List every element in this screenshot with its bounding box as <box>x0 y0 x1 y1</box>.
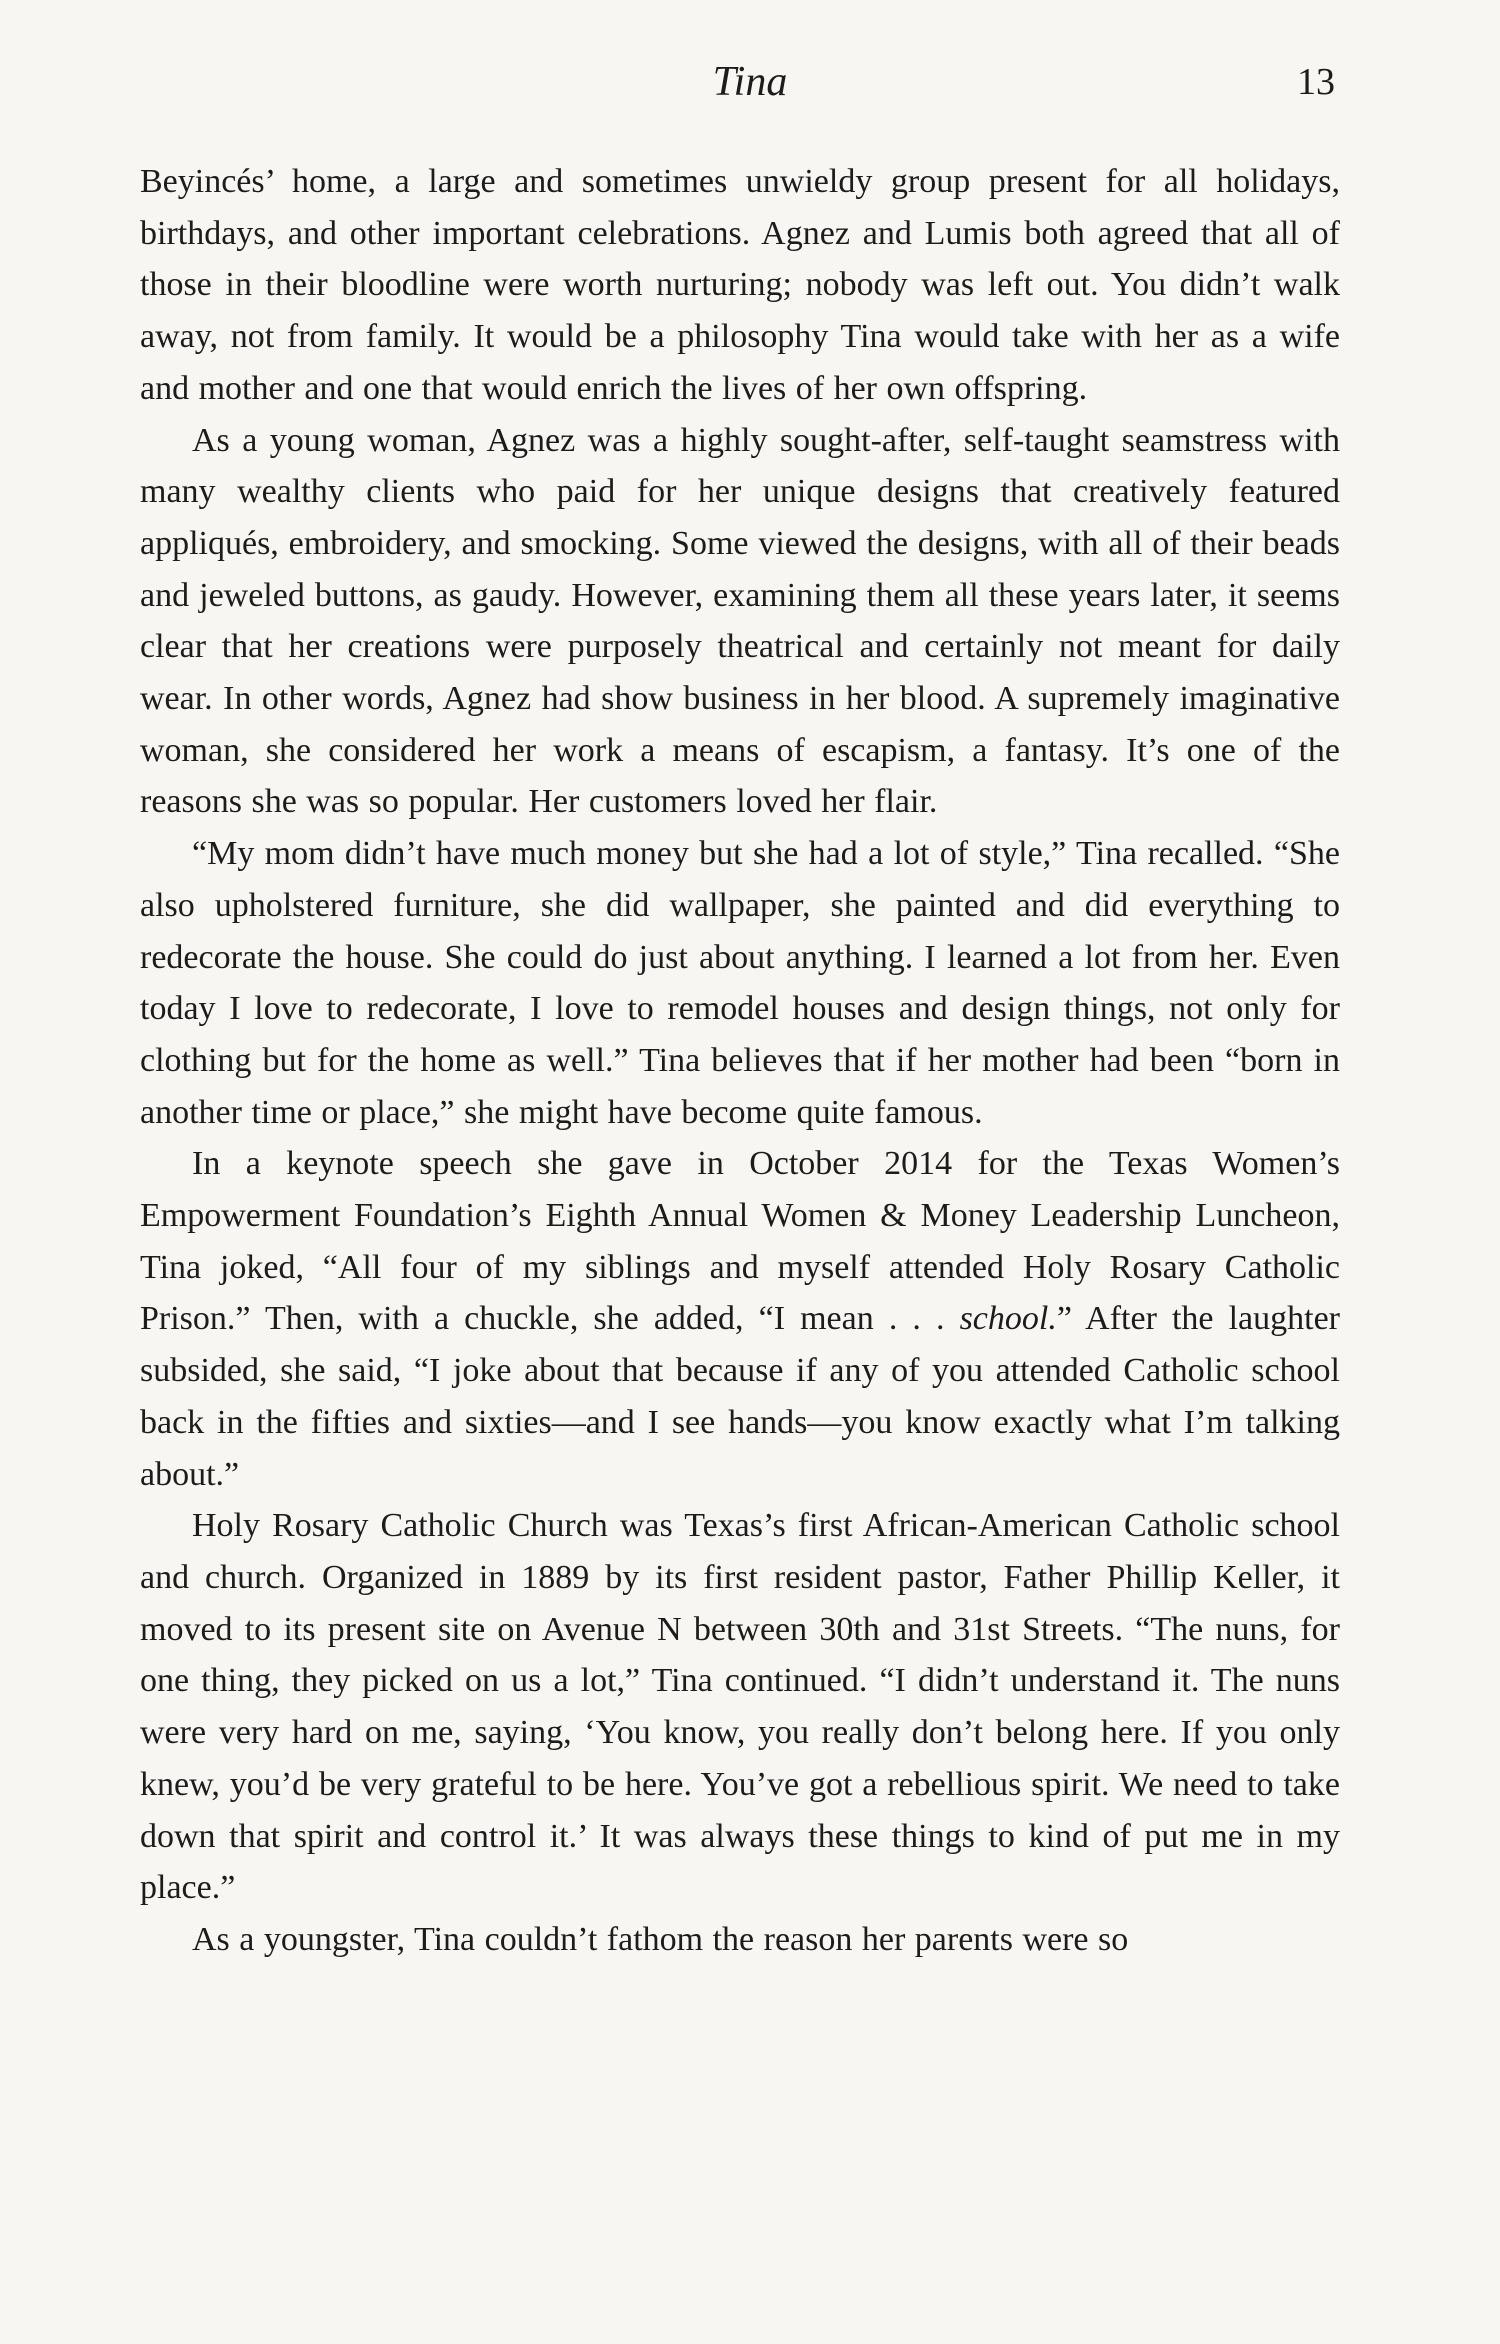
page-number: 13 <box>1297 61 1335 103</box>
paragraph-4 <box>140 1138 1340 1500</box>
paragraph-4-emphasis: school. <box>959 1300 1057 1338</box>
paragraph-2: As a young woman, Agnez was a highly sought-after, self-taught seamstress with many wealthy clients who paid for her unique designs that creatively featured appliqués, embroidery, and smocking. Some viewed the designs, with all of their beads and jeweled buttons, as gaudy. However, examining them all these years later, it seems clear that her creations were purposely theatrical and certainly not meant for daily wear. In other words, Agnez had show business in her blood. A supremely imaginative woman, she considered her work a means of escapism, a fantasy. It’s one of the reasons she was so popular. Her customers loved her flair. <box>140 421 1340 821</box>
paragraph-4-part-2: ” After the laughter subsided, she said, “I joke about that because if any of you attended Catholic school back in the fifties and sixties—and I see hands—you know exactly what I’m talking about.” <box>140 1300 1340 1493</box>
paragraph-5: Holy Rosary Catholic Church was Texas’s first African-American Catholic school and church. Organized in 1889 by its first resident pastor, Father Phillip Keller, it moved to its present site on Avenue N between 30th and 31st Streets. “The nuns, for one thing, they picked on us a lot,” Tina continued. “I didn’t understand it. The nuns were very hard on me, saying, ‘You know, you really don’t belong here. If you only knew, you’d be very grateful to be here. You’ve got a rebellious spirit. We need to take down that spirit and control it.’ It was always these things to kind of put me in my place.” <box>140 1507 1340 1907</box>
paragraph-3: “My mom didn’t have much money but she had a lot of style,” Tina recalled. “She also upholstered furniture, she did wallpaper, she painted and did everything to redecorate the house. She could do just about anything. I learned a lot from her. Even today I love to redecorate, I love to remodel houses and design things, not only for clothing but for the home as well.” Tina believes that if her mother had been “born in another time or place,” she might have become quite famous. <box>140 835 1340 1131</box>
paragraph-6: As a youngster, Tina couldn’t fathom the reason her parents were so <box>192 1920 1129 1958</box>
running-head <box>0 58 1500 118</box>
paragraph-1: Beyincés’ home, a large and sometimes unwieldy group present for all holidays, birthdays, and other important celebrations. Agnez and Lumis both agreed that all of those in their bloodline were worth nurturing; nobody was left out. You didn’t walk away, not from family. It would be a philosophy Tina would take with her as a wife and mother and one that would enrich the lives of her own offspring. <box>140 163 1340 407</box>
body-text <box>140 156 1340 1966</box>
paragraph-4-part-1: In a keynote speech she gave in October 2014 for the Texas Women’s Empowerment Foundation’s Eighth Annual Women & Money Leadership Luncheon, Tina joked, “All four of my siblings and myself attended Holy Rosary Catholic Prison.” Then, with a chuckle, she added, “I mean . . . <box>140 1145 1340 1338</box>
running-title: Tina <box>712 59 788 105</box>
